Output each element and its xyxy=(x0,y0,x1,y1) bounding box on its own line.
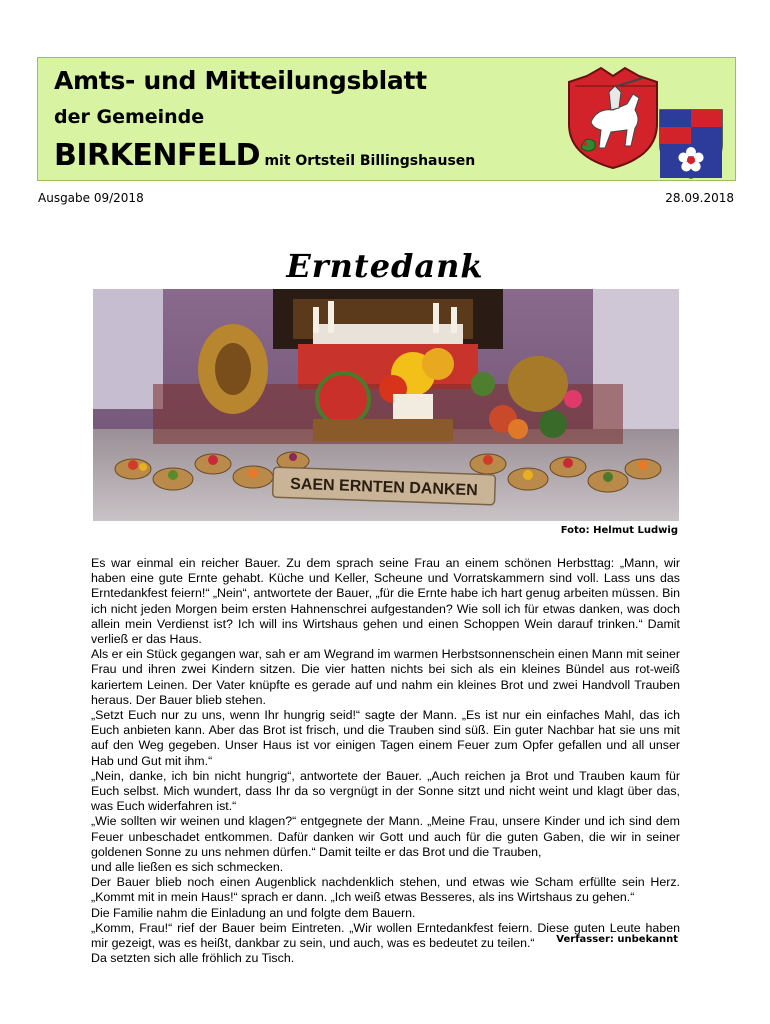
masthead xyxy=(37,57,736,181)
issue-date: 28.09.2018 xyxy=(665,191,734,205)
newsletter-title: Amts- und Mitteilungsblatt xyxy=(54,66,427,95)
article-paragraph: „Setzt Euch nur zu uns, wenn Ihr hungrig seid!“ sagte der Mann. „Es ist nur ein einfaches Mahl, das ich Euch anbieten kann. Aber das Brot ist frisch, und die Trauben sind süß. Ein guter Nachbar hat sie uns mit auf den Weg gegeben. Unser Haus ist vor einigen Tagen einem Feuer zum Opfer gefallen und all unser Hab und Gut mit ihm.“ xyxy=(91,708,680,768)
article-paragraph: „Komm, Frau!“ rief der Bauer beim Eintreten. „Wir wollen Erntedankfest feiern. Diese guten Leute haben mir gezeigt, was es heißt, dankbar zu sein, und auch, was es bedeutet zu teilen.“ xyxy=(91,920,680,951)
town-line xyxy=(54,138,475,173)
article-paragraph: Als er ein Stück gegangen war, sah er am Wegrand im warmen Herbstsonnenschein einen Mann mit seiner Frau und ihren zwei Kindern sitzen. Die vier hatten nichts bei sich als ein kleines Bündel aus rot-weiß kariertem Leinen. Der Vater knüpfte es gerade auf und nahm ein kleines Brot und zwei Handvoll Trauben heraus. Der Bauer blieb stehen. xyxy=(91,647,680,707)
article-paragraph: „Wie sollten wir weinen und klagen?“ entgegnete der Mann. „Meine Frau, unsere Kinder und ich sind dem Feuer unbeschadet entkommen. Dafür danken wir Gott und auch für die guten Gaben, die wir in seiner goldenen Sonne zu uns nehmen dürfen.“ Damit teilte er das Brot und die Trauben, xyxy=(91,814,680,859)
article-paragraph: und alle ließen es sich schmecken. xyxy=(91,860,284,875)
article-headline: Erntedank xyxy=(286,247,484,285)
issue-number: Ausgabe 09/2018 xyxy=(38,191,144,205)
article-paragraph: Da setzten sich alle fröhlich zu Tisch. xyxy=(91,951,295,966)
article-paragraph: „Nein, danke, ich bin nicht hungrig“, antwortete der Bauer. „Auch reichen ja Brot und Trauben kaum für Euch selbst. Mich wundert, dass Ihr da so vergnügt in der Sonne sitzt und nicht weint und klagt über das, was Euch widerfahren ist.“ xyxy=(91,768,680,814)
newsletter-subtitle: der Gemeinde xyxy=(54,106,205,128)
article-paragraph: Es war einmal ein reicher Bauer. Zu dem sprach seine Frau an einem schönen Herbsttag: „Mann, wir haben eine gute Ernte gehabt. Küche und Keller, Scheune und Vorratskammern sind voll. Lass uns das Erntedankfest feiern!“ „Nein“, antwortete der Bauer, „für die Ernte habe ich hart genug arbeiten müssen. Bin ich nicht jeden Morgen beim ersten Hahnenschrei aufgestanden? Wie soll ich für etwas danken, was doch allein mein Verdienst ist? Ich will ins Wirtshaus gehen und einen Schoppen Wein darauf trinken.“ Damit verließ er das Haus. xyxy=(91,556,680,647)
town-name: BIRKENFELD xyxy=(54,138,260,173)
article-paragraph: Der Bauer blieb noch einen Augenblick nachdenklich stehen, und etwas wie Scham erfüllte sein Herz. „Kommt mit in mein Haus!“ sprach er dann. „Ich weiß etwas Besseres, als ins Wirtshaus zu gehen.“ xyxy=(91,875,680,905)
harvest-altar-photo xyxy=(93,289,679,521)
billingshausen-coat-of-arms-icon xyxy=(658,108,724,180)
birkenfeld-coat-of-arms-icon xyxy=(561,64,665,170)
article-author: Verfasser: unbekannt xyxy=(556,934,678,945)
harvest-banner-text: SAEN ERNTEN DANKEN xyxy=(289,475,478,500)
article-paragraph: Die Familie nahm die Einladung an und folgte dem Bauern. xyxy=(91,905,416,920)
photo-credit: Foto: Helmut Ludwig xyxy=(560,525,678,536)
town-suffix: mit Ortsteil Billingshausen xyxy=(264,153,476,169)
article-body xyxy=(91,556,680,966)
